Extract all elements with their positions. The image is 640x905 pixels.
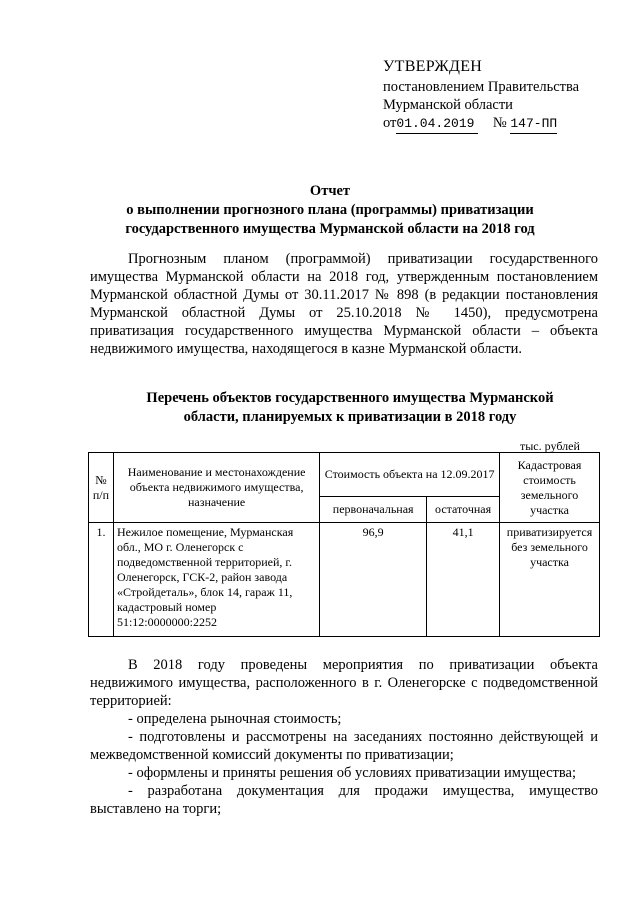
list-item: - оформлены и приняты решения об условиях приватизации имущества; (128, 765, 577, 781)
number-prefix: № (492, 115, 507, 131)
row-residual: 41,1 (427, 523, 500, 637)
row-cadastral: приватизируется без земельного участка (500, 523, 600, 637)
list-heading-line-2: области, планируемых к приватизации в 2018 году (183, 409, 517, 425)
header-initial: первоначальная (320, 497, 427, 523)
row-num: 1. (89, 523, 114, 637)
header-cost: Стоимость объекта на 12.09.2017 (320, 453, 500, 497)
title-line-2: о выполнении прогнозного плана (программы) приватизации (126, 202, 534, 218)
approval-heading: УТВЕРЖДЕН (383, 58, 483, 75)
approval-date-line (383, 114, 623, 134)
approval-line-1: постановлением Правительства (383, 79, 580, 95)
approval-number: 147-ПП (510, 115, 557, 134)
list-item: - разработана документация для продажи имущества, имущество выставлено на торги; (90, 783, 598, 817)
list-item: - подготовлены и рассмотрены на заседаниях постоянно действующей и межведомственной комиссий документы по приватизации; (90, 729, 598, 763)
header-name: Наименование и местонахождение объекта недвижимого имущества, назначение (113, 453, 319, 523)
document-title (60, 182, 600, 239)
header-residual: остаточная (427, 497, 500, 523)
list-heading (100, 389, 600, 427)
approval-line-2: Мурманской области (383, 97, 513, 113)
title-line-1: Отчет (309, 183, 351, 199)
row-initial: 96,9 (320, 523, 427, 637)
measures-list (90, 710, 598, 818)
objects-table (88, 452, 600, 637)
approval-block (383, 58, 623, 134)
title-line-3: государственного имущества Мурманской области на 2018 год (125, 221, 535, 237)
approval-date: 01.04.2019 (396, 115, 478, 134)
list-heading-line-1: Перечень объектов государственного имущества Мурманской (146, 390, 554, 406)
row-name: Нежилое помещение, Мурманская обл., МО г. Оленегорск с подведомственной территорией, г. Оленегорск, ГСК-2, район завода «Стройдеталь», блок 14, гараж 11, кадастровый номер 51:12:0000000:2252 (113, 523, 319, 637)
header-num: № п/п (89, 453, 114, 523)
header-cadastral: Кадастровая стоимость земельного участка (500, 453, 600, 523)
date-prefix: от (383, 115, 397, 131)
table-row (89, 523, 600, 637)
list-item: - определена рыночная стоимость; (128, 711, 342, 727)
measures-intro: В 2018 году проведены мероприятия по приватизации объекта недвижимого имущества, расположенного в г. Оленегорске с подведомственной территорией: (90, 657, 598, 709)
intro-paragraph: Прогнозным планом (программой) приватизации государственного имущества Мурманской области на 2018 год, утвержденным постановлением Мурманской областной Думы от 30.11.2017 № 898 (в редакции постановления Мурманской областной Думы от 25.10.2018 № 1450), предусмотрена приватизация государственного имущества Мурманской области – объекта недвижимого имущества, находящегося в казне Мурманской области. (90, 251, 598, 357)
unit-label: тыс. рублей (520, 439, 580, 453)
